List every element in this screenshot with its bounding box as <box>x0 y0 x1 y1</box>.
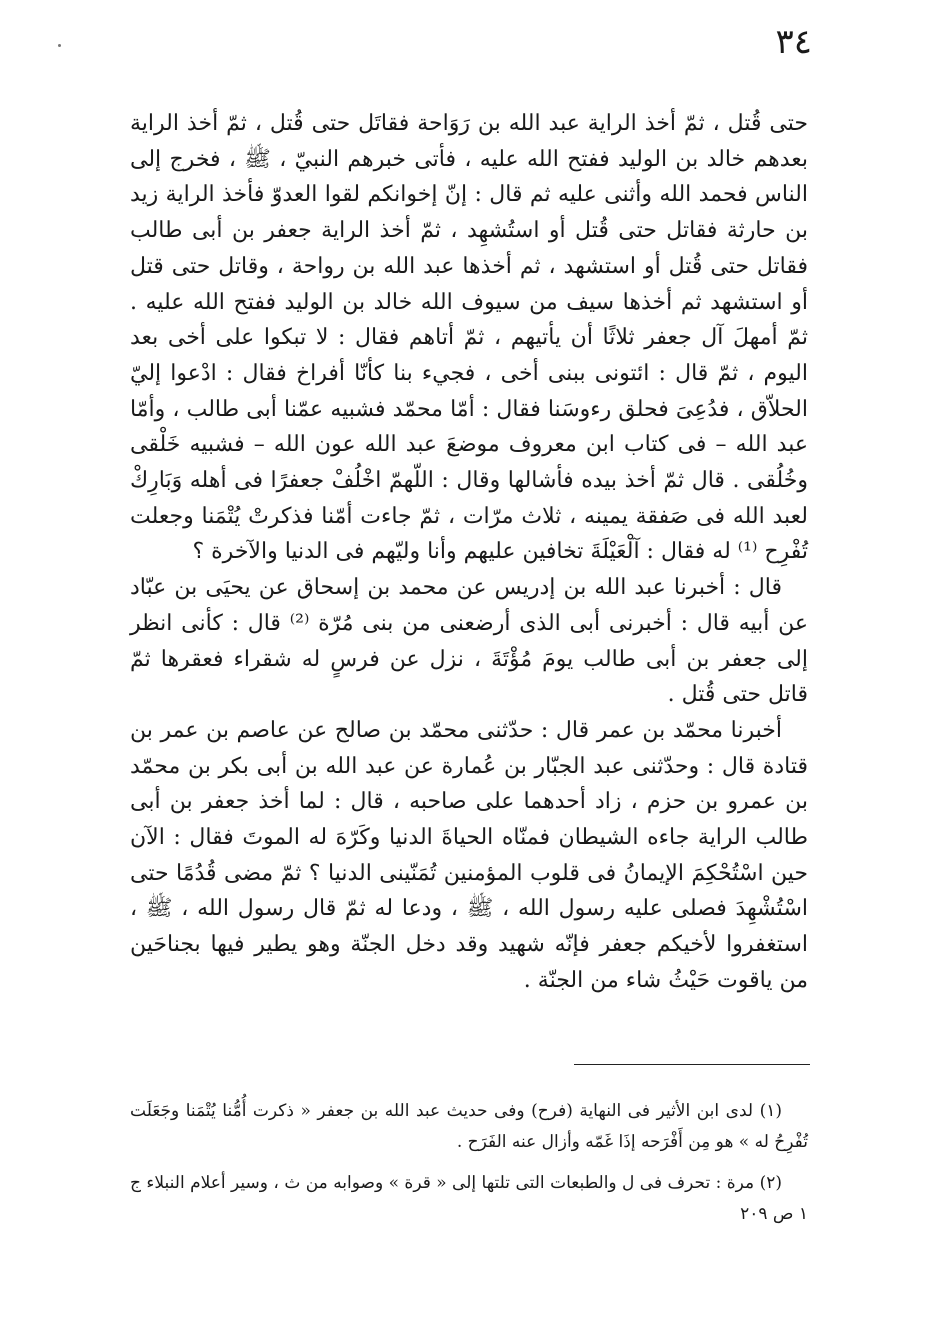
paragraph-2: قال : أخبرنا عبد الله بن إدريس عن محمد بن إسحاق عن يحيَى بن عبّاد عن أبيه قال : أخبرنى أبى الذى أرضعنى من بنى مُرّة ⁽²⁾ قال : كأنى انظر إلى جعفر بن أبى طالب يومَ مُؤْتَةَ ، نزل عن فرسٍ له شقراء فعقرها ثمّ قاتل حتى قُتل . <box>130 575 808 708</box>
footnotes <box>130 1096 808 1240</box>
paragraph-1: حتى قُتل ، ثمّ أخذ الراية عبد الله بن رَوَاحة فقاتَل حتى قُتل ، ثمّ أخذ الراية بعدهم خالد بن الوليد ففتح الله عليه ، فأتى خبرهم النبيّ ، ﷺ ، فخرج إلى الناس فحمد الله وأثنى عليه ثم قال : إنّ إخوانكم لقوا العدوّ فأخذ الراية زيد بن حارثة فقاتل حتى قُتل أو استُشهِد ، ثمّ أخذ الراية جعفر بن أبى طالب فقاتل حتى قُتل أو استشهد ، ثم أخذها عبد الله بن رواحة ، وقاتل حتى قتل أو استشهد ثم أخذها سيف من سيوف الله خالد بن الوليد ففتح الله عليه . ثمّ أمهلَ آل جعفر ثلاثًا أن يأتيهم ، ثمّ أتاهم فقال : لا تبكوا على أخى بعد اليوم ، ثمّ قال : ائتونى ببنى أخى ، فجيء بنا كأنّا أفراخ فقال : ادْعوا إليّ الحلاّق ، فدُعِىَ فحلق رءوسَنا فقال : أمّا محمّد فشبيه عمّنا أبى طالب ، وأمّا عبد الله – فى كتاب ابن معروف موضعَ عبد الله عون الله – فشبيه خَلْقى وخُلُقى . قال ثمّ أخذ بيده فأشالها وقال : اللّهمّ اخْلُفْ جعفرًا فى أهله وَبَارِكْ لعبد الله فى صَفقة يمينه ، ثلاث مرّات ، ثمّ جاءت أمّنا فذكرتْ يُتْمَنا وجعلت تُفْرِح ⁽¹⁾ له فقال : آلْعَيْلَةَ تخافين عليهم وأنا وليّهم فى الدنيا والآخرة ؟ <box>130 111 808 565</box>
page-number: ٣٤ <box>775 22 812 62</box>
body-text <box>130 106 808 999</box>
footnote-2: (٢) مرة : تحرف فى ل والطبعات التى تلتها إلى « قرة » وصوابه من ث ، وسير أعلام النبلاء ج ١ ص ٢٠٩ <box>130 1173 808 1224</box>
footnote-1: (١) لدى ابن الأثير فى النهاية (فرح) وفى حديث عبد الله بن جعفر « ذكرت أُمُّنا يُتْمَنا وجَعَلَت تُفْرِحُ له » هو مِن أَفْرَحه إذَا غَمّه وأزال عنه الفَرَح . <box>130 1101 808 1152</box>
paragraph-3: أخبرنا محمّد بن عمر قال : حدّثنى محمّد بن صالح عن عاصم بن عمر بن قتادة قال : وحدّثنى عبد الجبّار بن عُمارة عن عبد الله بن أبى بكر بن محمّد بن عمرو بن حزم ، زاد أحدهما على صاحبه ، قال : لما أخذ جعفر بن أبى طالب الراية جاءه الشيطان فمنّاه الحياةَ الدنيا وكَرّهَ له الموتَ فقال : الآن حين اسْتُحْكِمَ الإيمانُ فى قلوب المؤمنين تُمَنّينى الدنيا ؟ ثمّ مضى قُدُمًا حتى اسْتُشْهِدَ فصلى عليه رسول الله ، ﷺ ، ودعا له ثمّ قال رسول الله ، ﷺ ، استغفروا لأخيكم جعفر فإنّه شهيد وقد دخل الجنّة وهو يطير فيها بجناحَين من ياقوت حَيْثُ شاء من الجنّة . <box>130 717 808 993</box>
footnote-divider <box>574 1064 810 1065</box>
margin-speck <box>58 44 61 47</box>
